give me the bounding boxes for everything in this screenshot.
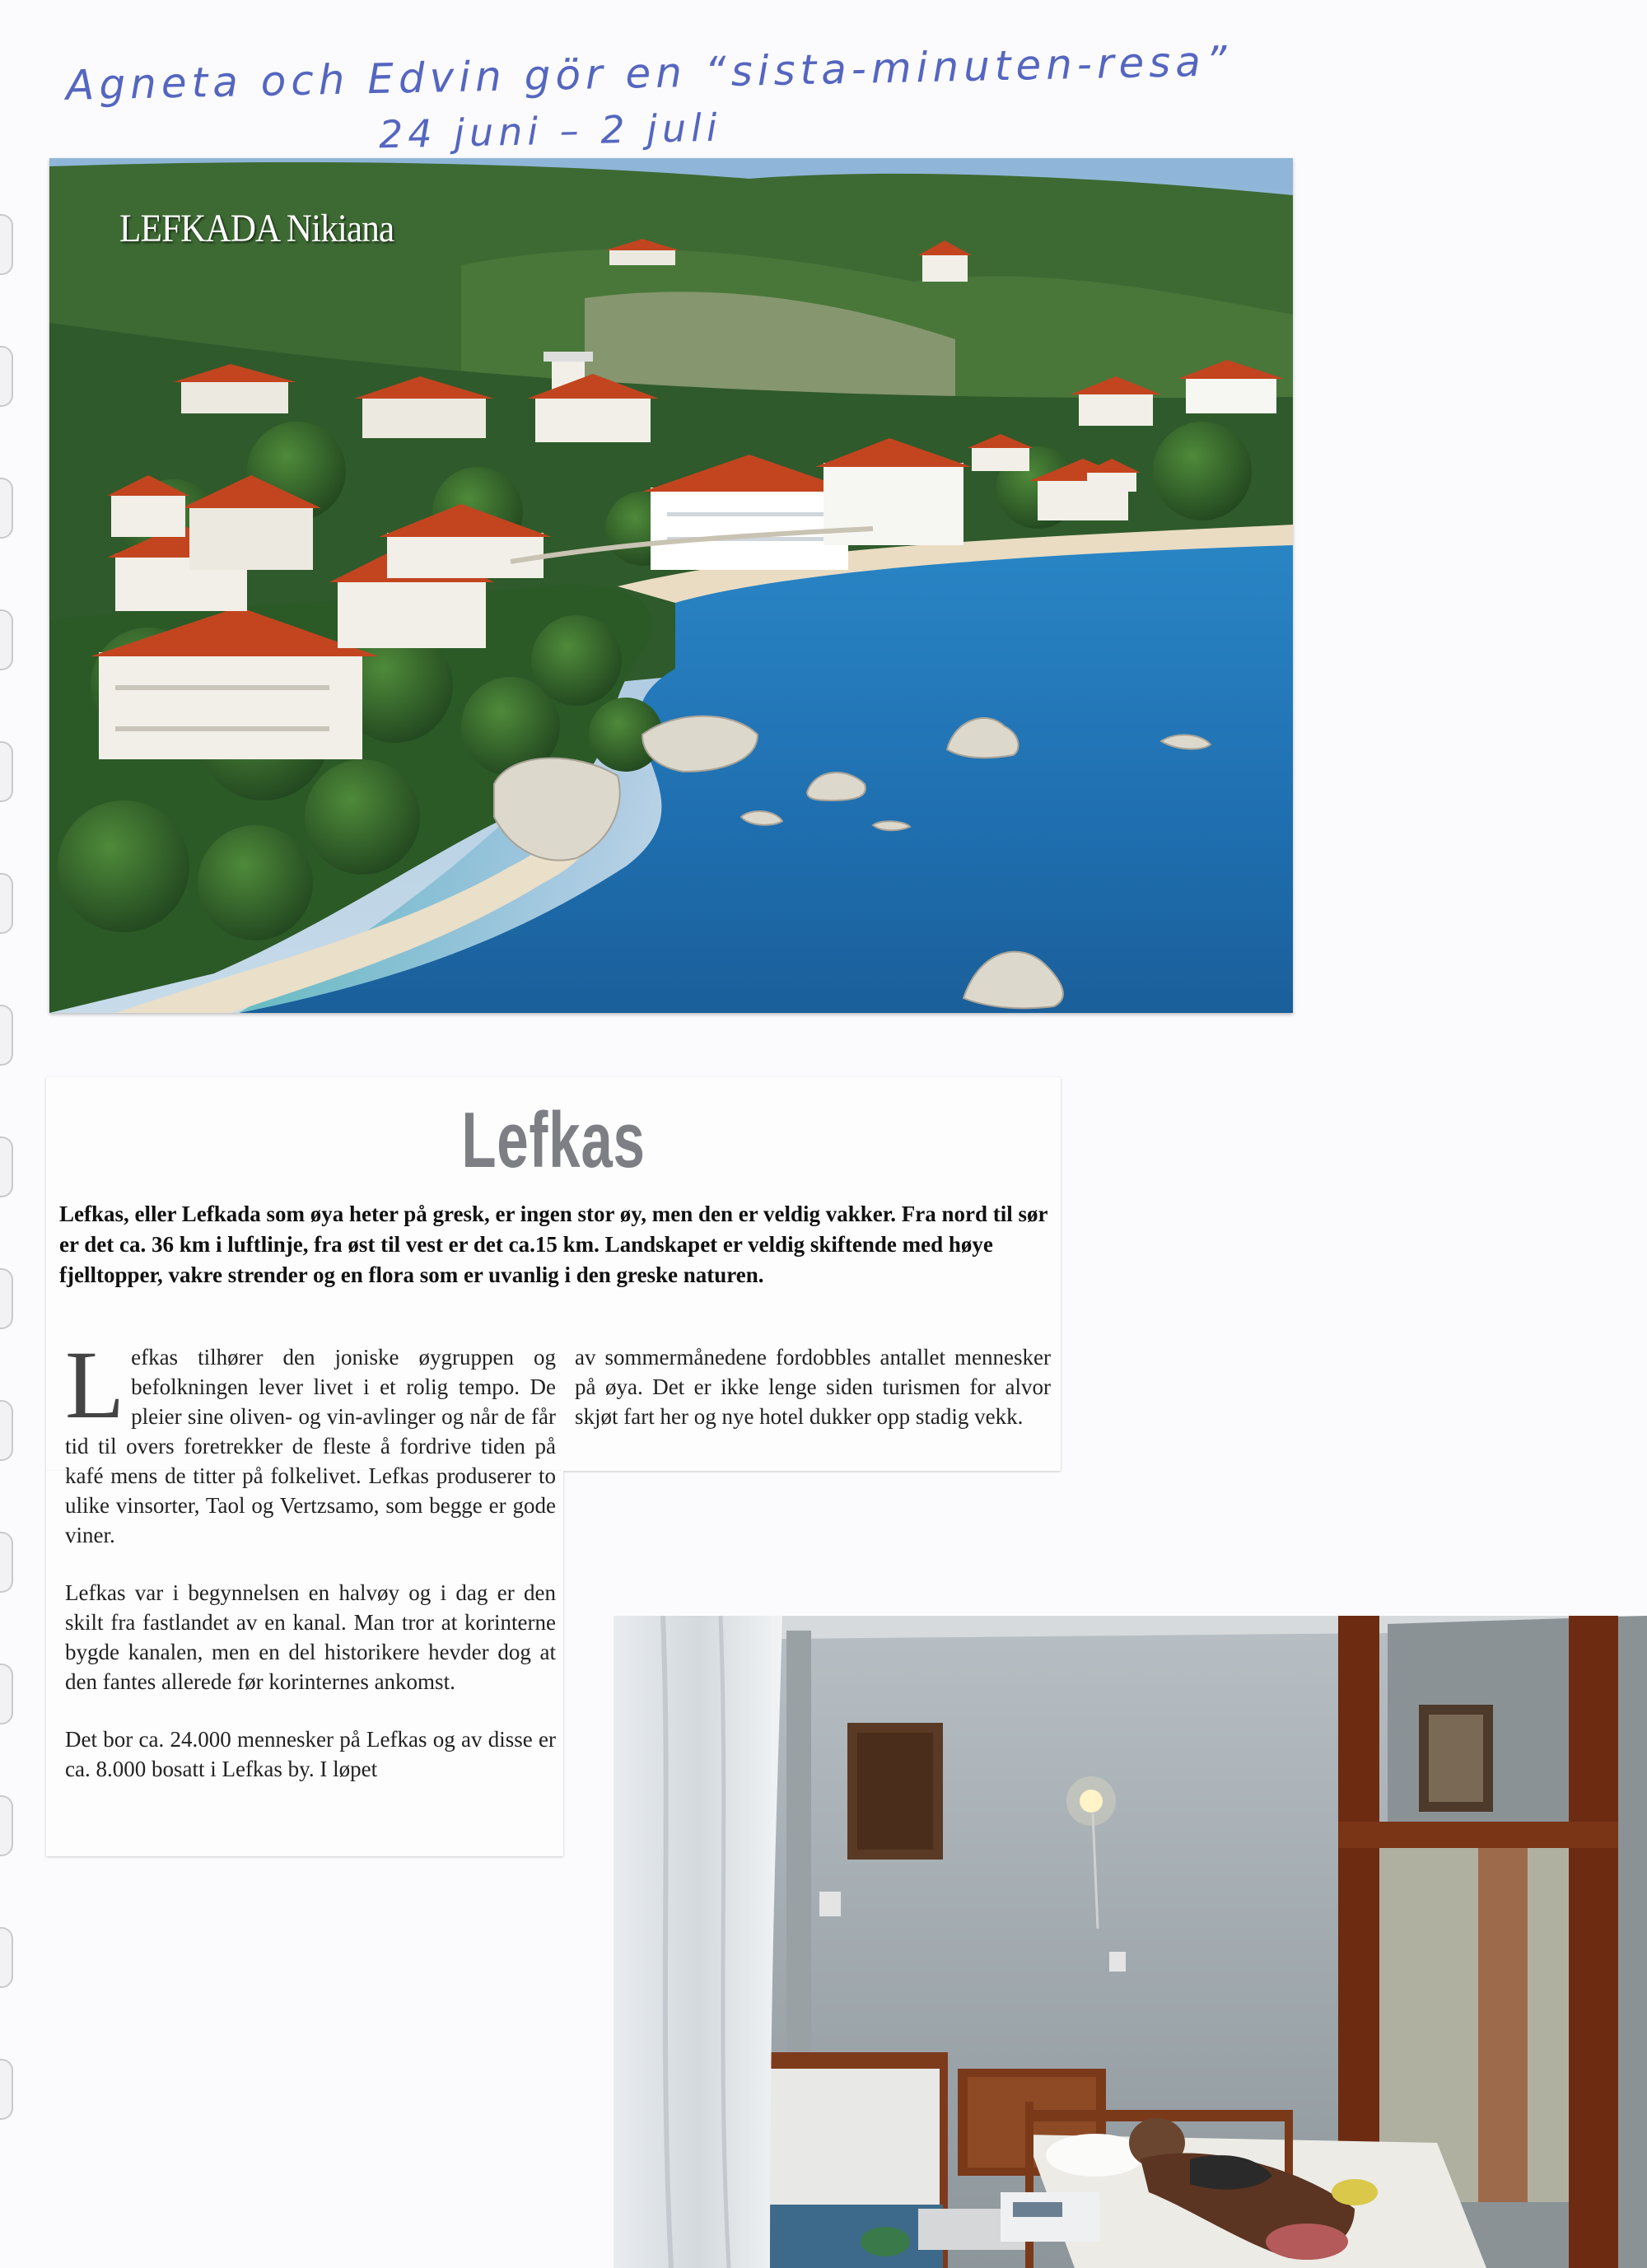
binder-hole [0, 1795, 13, 1856]
binder-hole [0, 1005, 13, 1066]
postcard-title: LEFKADA Nikiana [119, 207, 394, 250]
handwritten-caption-dates: 24 juni – 2 juli [378, 105, 723, 157]
article-paragraph-1-text: efkas tilhører den joniske øygruppen og befolkningen lever livet i et rolig tempo. De pleier sine oliven- og vin-avlinger og når de får tid til overs foretrekker de fleste å fordrive tiden på kafé mens de titter på folkelivet. Lefkas produserer to ulike vinsorter, Taol og Vertzsamo, som begge er gode viner. [65, 1345, 556, 1547]
binder-hole [0, 1664, 13, 1724]
postcard-photo [49, 158, 1293, 1013]
handwritten-caption-line1: Agneta och Edvin gör en “sista-minuten-resa” [65, 37, 1233, 110]
hotel-room-illustration [614, 1616, 1647, 2268]
binder-hole [0, 2059, 13, 2120]
binder-hole [0, 1136, 13, 1197]
article-column-2: av sommermånedene fordobbles antallet mennesker på øya. Det er ikke lenge siden turismen for alvor skjøt fart her og nye hotel dukker opp stadig vekk. [575, 1345, 1051, 1429]
hotel-room-photo [614, 1616, 1647, 2268]
article-paragraph-2: Lefkas var i begynnelsen en halvøy og i dag er den skilt fra fastlandet av en kanal. Man tror at korinterne bygde kanalen, men en del historikere hevder dog at den fantes allerede før korinternes ankomst. [65, 1580, 556, 1694]
article-paragraph-1 [65, 1331, 556, 1550]
article-title: Lefkas [461, 1096, 646, 1184]
binder-hole [0, 609, 13, 670]
binder-hole [0, 741, 13, 802]
binder-hole [0, 214, 13, 275]
binder-hole [0, 346, 13, 407]
article-column-1 [65, 1331, 556, 1812]
article-paragraph-3: Det bor ca. 24.000 mennesker på Lefkas og av disse er ca. 8.000 bosatt i Lefkas by. I løpet [65, 1727, 556, 1781]
binder-hole [0, 1927, 13, 1988]
binder-hole [0, 478, 13, 539]
article-dropcap: L [65, 1331, 125, 1439]
article-lead: Lefkas, eller Lefkada som øya heter på gresk, er ingen stor øy, men den er veldig vakker. Fra nord til sør er det ca. 36 km i luftlinje, fra øst til vest er det ca.15 km. Landskapet er veldig skiftende med høye fjelltopper, vakre strender og en flora som er uvanlig i den greske naturen. [59, 1202, 1047, 1287]
binder-hole [0, 1268, 13, 1329]
binder-hole [0, 1532, 13, 1593]
postcard-illustration [49, 158, 1293, 1013]
binder-hole [0, 1400, 13, 1461]
binder-hole [0, 873, 13, 934]
